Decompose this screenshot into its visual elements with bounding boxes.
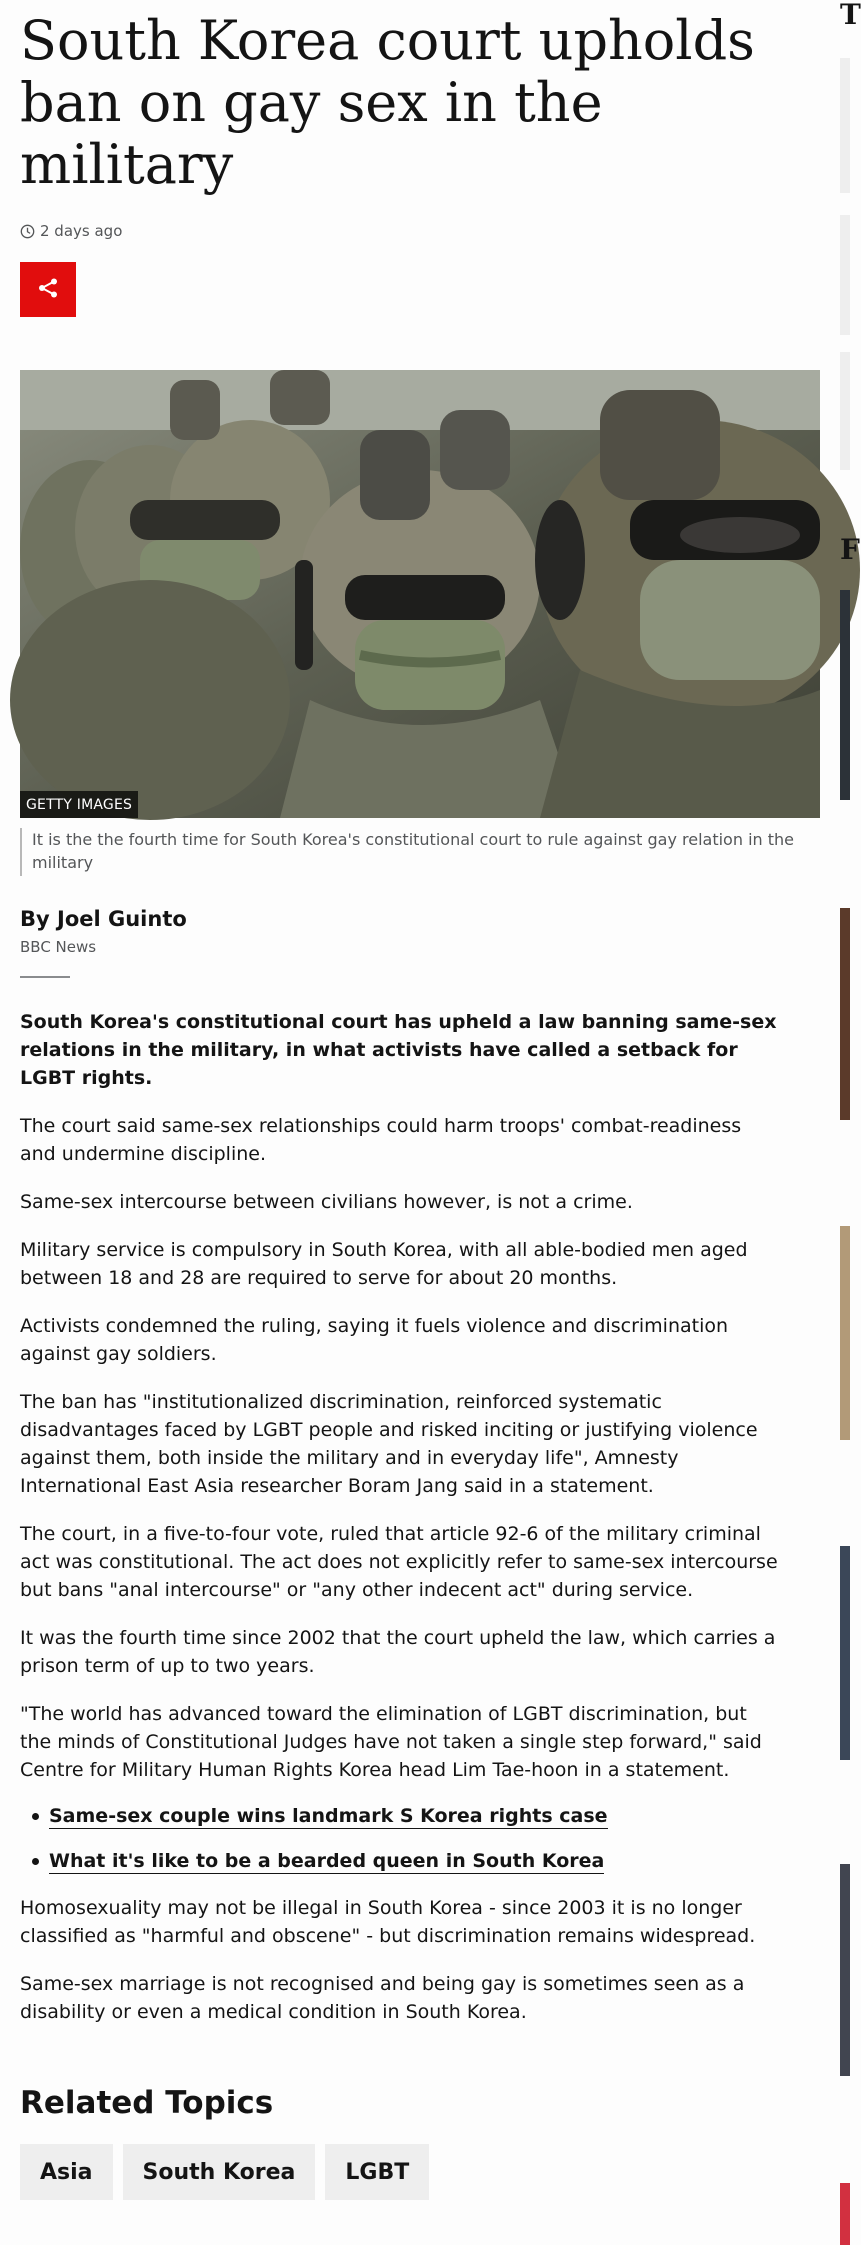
rail-card[interactable] bbox=[840, 58, 850, 193]
page-title: South Korea court upholds ban on gay sex in the military bbox=[20, 9, 755, 196]
byline bbox=[20, 906, 820, 956]
rail-thumbnail[interactable] bbox=[840, 1864, 850, 2076]
timestamp-text: 2 days ago bbox=[40, 222, 123, 240]
related-link[interactable]: What it's like to be a bearded queen in South Korea bbox=[49, 1850, 605, 1872]
related-topics-heading: Related Topics bbox=[20, 2085, 274, 2121]
paragraph: Activists condemned the ruling, saying it fuels violence and discrimination against gay soldiers. bbox=[20, 1315, 729, 1365]
share-icon bbox=[37, 277, 59, 303]
paragraph: Same-sex intercourse between civilians however, is not a crime. bbox=[20, 1191, 633, 1213]
paragraph: Same-sex marriage is not recognised and being gay is sometimes seen as a disability or even a medical condition in South Korea. bbox=[20, 1973, 745, 2023]
author-name: By Joel Guinto bbox=[20, 907, 187, 931]
author-org: BBC News bbox=[20, 938, 97, 956]
topic-lgbt[interactable]: LGBT bbox=[325, 2144, 429, 2200]
divider bbox=[20, 976, 70, 978]
related-topics bbox=[20, 2144, 820, 2200]
article bbox=[20, 0, 820, 2200]
lead-paragraph: South Korea's constitutional court has upheld a law banning same-sex relations in the military, in what activists have called a setback for LGBT rights. bbox=[20, 1011, 777, 1089]
related-link[interactable]: Same-sex couple wins landmark S Korea rights case bbox=[49, 1805, 608, 1827]
topic-asia[interactable]: Asia bbox=[20, 2144, 113, 2200]
article-body bbox=[20, 1008, 780, 2026]
right-rail bbox=[840, 0, 861, 2245]
rail-heading-fragment: T bbox=[840, 0, 861, 31]
rail-card[interactable] bbox=[840, 215, 850, 335]
rail-card[interactable] bbox=[840, 352, 850, 470]
image-caption: It is the the fourth time for South Korea's constitutional court to rule against gay relation in the military bbox=[20, 828, 820, 876]
paragraph: The court said same-sex relationships could harm troops' combat-readiness and undermine discipline. bbox=[20, 1115, 742, 1165]
rail-thumbnail[interactable] bbox=[840, 1546, 850, 1760]
rail-thumbnail[interactable] bbox=[840, 908, 850, 1120]
paragraph: Military service is compulsory in South Korea, with all able-bodied men aged between 18 and 28 are required to serve for about 20 months. bbox=[20, 1239, 748, 1289]
hero-image bbox=[20, 370, 820, 818]
bullet-icon bbox=[32, 1813, 39, 1820]
image-credit: GETTY IMAGES bbox=[20, 791, 138, 818]
share-button[interactable] bbox=[20, 262, 76, 317]
related-links-list bbox=[20, 1804, 780, 1874]
topic-south-korea[interactable]: South Korea bbox=[123, 2144, 316, 2200]
list-item bbox=[20, 1849, 780, 1874]
paragraph: It was the fourth time since 2002 that the court upheld the law, which carries a prison term of up to two years. bbox=[20, 1627, 776, 1677]
rail-thumbnail[interactable] bbox=[840, 590, 850, 800]
rail-heading-fragment: F bbox=[840, 533, 860, 566]
list-item bbox=[20, 1804, 780, 1829]
rail-thumbnail[interactable] bbox=[840, 1226, 850, 1440]
paragraph: The ban has "institutionalized discrimination, reinforced systematic disadvantages faced by LGBT people and risked inciting or justifying violence against them, both inside the military and in everyday life", Amnesty International East Asia researcher Boram Jang said in a statement. bbox=[20, 1391, 758, 1497]
bullet-icon bbox=[32, 1858, 39, 1865]
soldiers-photo bbox=[20, 370, 820, 818]
timestamp bbox=[20, 222, 820, 240]
paragraph: The court, in a five-to-four vote, ruled that article 92-6 of the military criminal act was constitutional. The act does not explicitly refer to same-sex intercourse but bans "anal intercourse" or "any other indecent act" during service. bbox=[20, 1523, 778, 1601]
rail-thumbnail[interactable] bbox=[840, 2183, 850, 2245]
paragraph: "The world has advanced toward the elimination of LGBT discrimination, but the minds of Constitutional Judges have not taken a single step forward," said Centre for Military Human Rights Korea head Lim Tae-hoon in a statement. bbox=[20, 1703, 762, 1781]
clock-icon bbox=[20, 224, 35, 239]
paragraph: Homosexuality may not be illegal in South Korea - since 2003 it is no longer classified as "harmful and obscene" - but discrimination remains widespread. bbox=[20, 1897, 756, 1947]
